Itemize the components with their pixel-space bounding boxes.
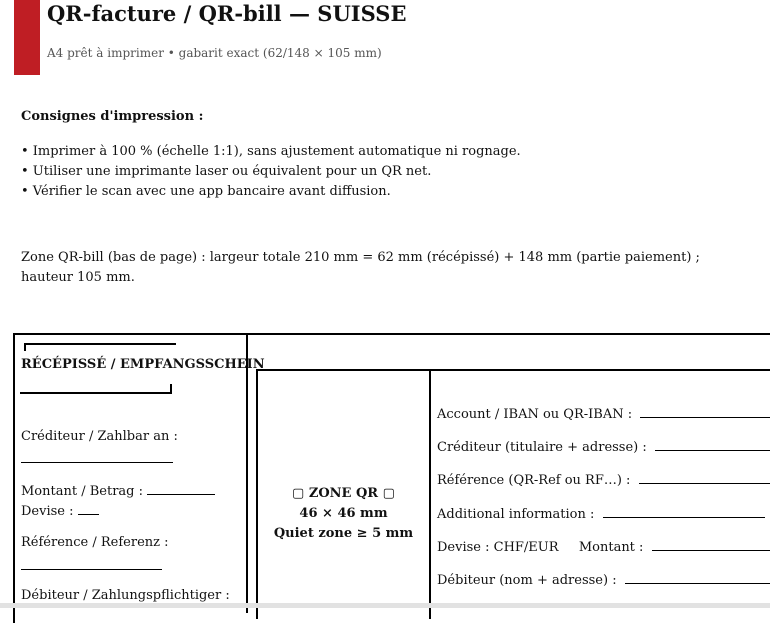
additional-info-line [603, 505, 765, 518]
qr-zone-size: 46 × 46 mm [299, 506, 388, 521]
payment-creditor-row [437, 438, 770, 456]
payment-creditor-line [655, 438, 770, 451]
payment-amount-label: Montant : [578, 540, 644, 555]
receipt-reference-line [21, 569, 162, 570]
qr-zone-label: ▢ ZONE QR ▢ [292, 486, 395, 501]
receipt-amount-row [21, 482, 215, 500]
instruction-item: • Utiliser une imprimante laser ou équivalent pour un QR net. [21, 164, 432, 179]
payment-reference-line [639, 471, 770, 484]
corner-mark-bottom [20, 384, 172, 394]
payment-reference-row [437, 471, 770, 489]
page-bottom-edge [0, 603, 770, 608]
payment-reference-label: Référence (QR-Ref ou RF…) : [437, 473, 631, 488]
payment-creditor-label: Créditeur (titulaire + adresse) : [437, 440, 647, 455]
payment-part-top-border [256, 369, 770, 371]
print-instructions-heading: Consignes d'impression : [21, 109, 204, 124]
additional-info-label: Additional information : [437, 507, 595, 522]
receipt-currency-line [78, 502, 99, 515]
account-row [437, 405, 770, 423]
qr-quiet-zone: Quiet zone ≥ 5 mm [273, 526, 414, 541]
accent-bar [14, 0, 40, 75]
receipt-reference-label: Référence / Referenz : [21, 535, 169, 550]
qr-zone-divider [429, 369, 431, 619]
receipt-title: RÉCÉPISSÉ / EMPFANGSSCHEIN [21, 357, 265, 372]
instruction-item: • Imprimer à 100 % (échelle 1:1), sans ajustement automatique ni rognage. [21, 144, 521, 159]
additional-info-row [437, 505, 765, 523]
receipt-currency-row [21, 502, 99, 520]
payment-debtor-line [625, 571, 770, 584]
receipt-creditor-label: Créditeur / Zahlbar an : [21, 429, 178, 444]
corner-mark-top [24, 343, 176, 351]
page-subtitle: A4 prêt à imprimer • gabarit exact (62/148 × 105 mm) [47, 46, 382, 60]
receipt-amount-line [147, 482, 215, 495]
zone-note: Zone QR-bill (bas de page) : largeur totale 210 mm = 62 mm (récépissé) + 148 mm (partie paiement) ; hauteur 105 mm. [21, 250, 700, 285]
receipt-debtor-label: Débiteur / Zahlungspflichtiger : [21, 588, 230, 603]
receipt-currency-label: Devise : [21, 504, 74, 519]
receipt-divider [246, 333, 248, 613]
payment-debtor-row [437, 571, 770, 589]
receipt-creditor-line [21, 462, 173, 463]
currency-amount-row [437, 538, 770, 556]
payment-debtor-label: Débiteur (nom + adresse) : [437, 573, 617, 588]
receipt-amount-label: Montant / Betrag : [21, 484, 143, 499]
print-instructions-list [21, 142, 521, 202]
page-title: QR-facture / QR-bill — SUISSE [47, 1, 407, 26]
qr-code-zone [258, 484, 429, 544]
account-label: Account / IBAN ou QR-IBAN : [437, 407, 633, 422]
instruction-item: • Vérifier le scan avec une app bancaire avant diffusion. [21, 184, 391, 199]
account-line [640, 405, 770, 418]
payment-currency-label: Devise : CHF/EUR [437, 540, 559, 555]
payment-amount-line [652, 538, 770, 551]
